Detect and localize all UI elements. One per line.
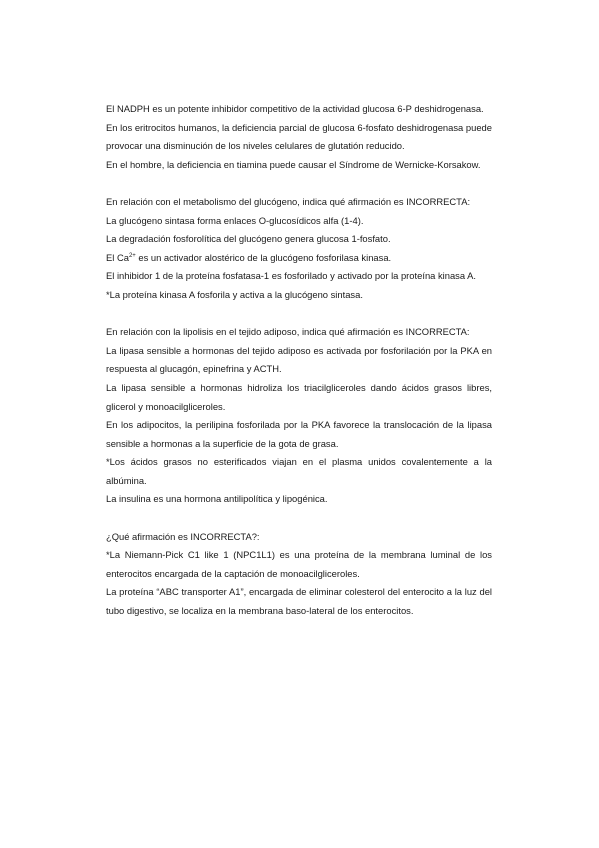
option-glucogeno-5: *La proteína kinasa A fosforila y activa a la glucógeno sintasa. [106,288,363,300]
option-colesterol-1: *La Niemann-Pick C1 like 1 (NPC1L1) es una proteína de la membrana luminal de los enterocitos encargada de la captación de monoacilgliceroles. [106,549,492,579]
option-glucogeno-2: La degradación fosforolítica del glucógeno genera glucosa 1-fosfato. [106,233,391,245]
option-glucogeno-3-prefix: El Ca [106,251,129,263]
question-colesterol: ¿Qué afirmación es INCORRECTA?: [106,530,260,542]
statement-eritrocitos: En los eritrocitos humanos, la deficiencia parcial de glucosa 6-fosfato deshidrogenasa puede provocar una disminución de los niveles celulares de glutatión reducido. [106,121,492,152]
statement-nadph: El NADPH es un potente inhibidor competitivo de la actividad glucosa 6-P deshidrogenasa. [106,103,484,114]
calcium-charge-superscript: 2+ [128,252,136,259]
question-lipolisis: En relación con la lipolisis en el tejido adiposo, indica qué afirmación es INCORRECTA: [106,326,470,338]
option-lipolisis-5: La insulina es una hormona antilipolítica y lipogénica. [106,493,328,505]
option-colesterol-2: La proteína “ABC transporter A1”, encargada de eliminar colesterol del enterocito a la luz del tubo digestivo, se localiza en la membrana baso-lateral de los enterocitos. [106,586,492,617]
spacer [106,509,492,528]
document-body [106,100,492,621]
option-glucogeno-1: La glucógeno sintasa forma enlaces O-glucosídicos alfa (1-4). [106,214,364,226]
option-lipolisis-2: La lipasa sensible a hormonas hidroliza los triacilgliceroles dando ácidos grasos libres, glicerol y monoacilgliceroles. [106,381,492,412]
statement-tiamina: En el hombre, la deficiencia en tiamina puede causar el Síndrome de Wernicke-Korsakow. [106,158,481,170]
option-lipolisis-1: La lipasa sensible a hormonas del tejido adiposo es activada por fosforilación por la PKA en respuesta al glucagón, epinefrina y ACTH. [106,344,492,375]
option-glucogeno-4: El inhibidor 1 de la proteína fosfatasa-1 es fosforilado y activado por la proteína kinasa A. [106,270,477,282]
spacer [106,174,492,193]
option-lipolisis-4: *Los ácidos grasos no esterificados viajan en el plasma unidos covalentemente a la albúmina. [106,456,492,486]
option-glucogeno-3-suffix: es un activador alostérico de la glucógeno fosforilasa kinasa. [135,251,392,263]
option-glucogeno-3 [106,249,492,268]
spacer [106,305,492,324]
option-lipolisis-3: En los adipocitos, la perilipina fosforilada por la PKA favorece la translocación de la lipasa sensible a hormonas a la superficie de la gota de grasa. [106,419,492,449]
question-glucogeno: En relación con el metabolismo del glucógeno, indica qué afirmación es INCORRECTA: [106,195,471,207]
